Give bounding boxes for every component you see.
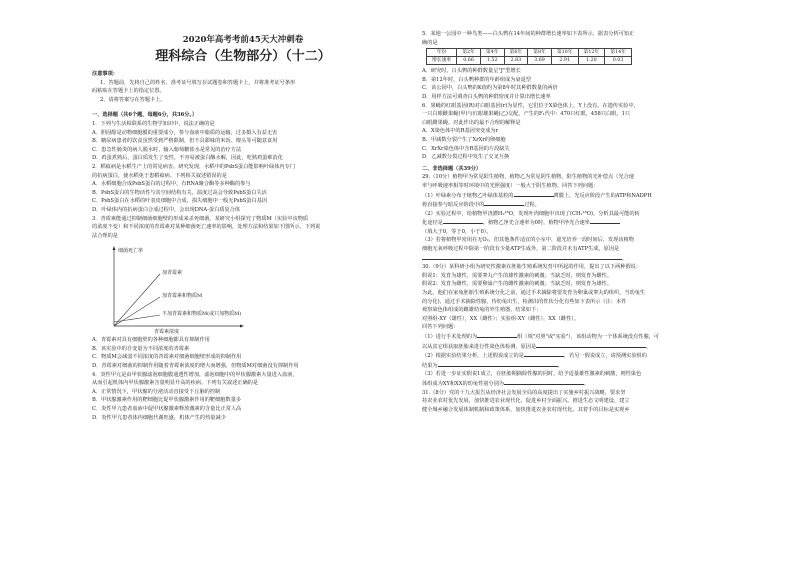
q29-line: （填大于0，等于0，小于0）。 [422,228,492,235]
q30-line: 30.（9分）某科研小组为研究性激素在胚胎生殖系统发育中所起的作用，提出了以下两种假说： [422,264,642,271]
exam-subtitle: 理科综合（生物部分）（十二） [155,49,331,64]
option: B．第12年时，白头鹎种群的年龄组成为衰退型 [422,76,531,83]
series-label: 不加青霉素和物质M(或只加物质M) [162,311,242,318]
option: D．叶绿体内的抗病蛋白合成过程中，会出现DNA-蛋白质复合体 [92,206,241,213]
question-stem: 的抗病蛋白，使水稻免于患稻瘟病。下列相关叙述错误的是 [92,172,227,179]
option: D．鸡蛋煮熟后，蛋白质发生了变性，不容易被蛋白酶水解，因此，吃熟鸡蛋难消化 [92,155,283,162]
table-cell: 2.91 [551,57,578,65]
question-stem: 4．炎性甲亢是由甲状腺滤泡细胞膜通透性增加，滤泡细胞中的甲状腺激素大量进入血液， [92,371,298,378]
option: C．物质M会减弱不同浓度的青霉素对细菌细胞壁形成的抑制作用 [92,354,242,361]
q30-line: 的分化)，通过手术摘除性腺，待幼兔出生，检测出的性状分化有些如下表所示（注：本件 [422,298,627,305]
option: B．该实验中的自变量为不同浓度的青霉素 [92,345,190,352]
option: D．乙减数分裂过程中发生了交叉互换 [422,154,510,161]
q30-line: 体组成为XY和XX的幼兔性别分别为 。 [422,380,590,387]
q30-line: 假说2：发育为雌性，需要卵巢产生的雌性激素的刺激；当缺乏时，则发育为雄性。 [422,281,613,288]
question-stem: 法合理的是 [92,232,118,239]
table-cell: 1.52 [480,57,504,65]
q31-line: 健全城乡融合发展体制机制和政策体系，加快推进农业农村现代化。其着手的目标是实现乡 [422,406,630,413]
bacteria-death-chart [92,242,394,334]
q30-line: 回答下列问题： [422,324,459,331]
q29-line: 将直接参与暗反应阶段中的 过程。 [422,202,540,209]
option: B．糖尿病患者的饮食虽然受到严格限制，但不具甜味的米饭、馒头等可随意食用 [92,138,278,145]
table-cell: 3.69 [528,57,552,65]
question-stem: 一只白眼雌果蝇(甲)与红眼雄果蝇(乙)交配，产生的F₁代中：470只红眼，458只白眼，1只 [422,111,631,118]
table-cell: 第2年 [457,49,481,57]
question-stem: 1．下列与生活相联系的生物学知识中，说法正确的是 [92,120,215,127]
question-stem: 确的是 [422,39,438,46]
q30-line: 结果为 。 [422,362,563,369]
option: C．XrXr染色体中含R基因的片段缺失 [422,145,510,152]
question-stem: 2．稻瘟病是水稻生产上的常见病害。研究发现，水稻中的PsbS蛋白能影响叶绿体内专门 [92,163,295,170]
q31-line: 持农业农村优先发展，加快推进农业现代化，促进乡村全面振兴。推进生态文明建设，建立 [422,398,630,405]
q30-line: （1）进行手术处理的为 组（填"对照"或"实验"），该组动物为一个体系统没有性腺，可 [422,334,660,340]
section-heading: 二、非选择题（共39分） [422,165,482,172]
q30-line: 以从其它组获取胚胎来进行性染色体检测，原因是 。 [422,343,652,350]
option: D．用样方法可调查白头鹎的种群密度并计算出增长速率 [422,93,551,100]
q29-line: 细胞无氧呼吸过程中除第一阶段有少量ATP生成外，第二阶段并未有ATP生成，原因是 [422,246,620,253]
q29-line: 率与呼吸速率相等时环境中的光照强度）一般大于阴生植物。回答下列问题： [422,182,599,189]
table-cell: 第4年 [480,49,504,57]
option: C．该公园中，白头鹎的K值约为第8年时其种群数量的两倍 [422,85,558,92]
x-axis-label: 青霉素浓度 [154,329,180,335]
table-cell: 0.03 [605,57,632,65]
option: A．正常情况下，甲状腺的分泌活动直接受下丘脑的控制 [92,388,221,395]
left-column [92,0,394,422]
option: A．水稻细胞合成PsbS蛋白的过程中，有RNA聚合酶等多种酶的参与 [92,181,251,188]
option: C．患急性肠炎的病人脱水时，输入葡萄糖盐水是常见的治疗方法 [92,146,242,153]
question-stem: 5．某地一公园中一种鸟类——白头鹎在14年间的种群增长速率如下表所示，据表分析可知正 [422,31,635,37]
q29-line: （2）实验过程中，给植物甲浇灌H₂¹⁸O，发现叶肉细胞中出现了(CH₂¹⁸O)。分析其最可能的转 [422,210,640,217]
option: A．青霉素对具有细胞壁的各种细胞都具有抑制作用 [92,337,210,344]
option: D．青霉素对细菌的抑制作用随着青霉素浓度的增大而增强，但物质M对细菌没有抑制作用 [92,363,299,370]
question-stem: 3．青霉素能通过抑制细菌细胞壁的形成来杀死细菌。某研究小组探究了物质M（实验中该物质 [92,215,309,222]
q29-line: 。 [422,254,748,264]
option: B．PsbS蛋白的生物活性与其空间结构有关，温度过高会导致PsbS蛋白失活 [92,189,267,196]
question-stem: 6．果蝇的红眼基因(R)对白眼基因(r)为显性，它们位于X染色体上，Y上没有。在遗传实验中， [422,102,639,109]
q29-line: 29.（10分）植物甲为常见阳生植物，植物乙为常见阴生植物。阳生植物的光补偿点（光合速 [422,174,634,181]
right-column [422,30,748,414]
notes-item: 码粘贴在答题卡上的指定位置。 [92,88,165,95]
q30-line: （3）若进一步证实假说1成立，在胚胎期摘除性腺的同时，给予适量雄性激素的刺激，则性染色 [422,371,642,378]
table-cell: 第6年 [504,49,528,57]
table-cell: 第12年 [578,49,605,57]
table-cell: 年份 [427,49,457,57]
q30-line: 观察染色体组成的雌雄幼兔的外生殖器，结果如下： [422,307,542,314]
y-axis-arrow [113,246,116,250]
notes-item: 1、答题前，先将自己的姓名、准考证号填写在试题卷和答题卡上，并将准考证号条形 [100,79,296,86]
table-cell: 第8年 [528,49,552,57]
section-heading: 一、选择题（共6个题，每题6分，共36分。） [92,112,198,119]
series-line-penicillin-m [114,297,160,326]
option: B．甲状腺激素作用的靶细胞比促甲状腺激素作用的靶细胞数量多 [92,397,242,404]
option: B．甲减数分裂产生了XrXr的卵细胞 [422,136,506,143]
q30-line: 为此，他们在家兔胚胎生殖系统分化之前，通过手术摘除将要发育为卵巢或睾丸的组织，当幼兔生 [422,290,646,297]
option: C．PsbS蛋白在水稻的叶表皮细胞中合成，损失细胞中一般无PsbS蛋白基因 [92,198,267,205]
table-cell: 2.83 [504,57,528,65]
q30-line: 对照组-XY（雄性），XX（雌性）；实验组-XY（雌性），XX（雌性）。 [422,315,579,322]
q29-line: （1）叶绿素分布于植物乙叶绿体基粒的 薄膜上，光反应阶段产生的ATP和NADPH [422,192,652,199]
series-label: 加青霉素和物质M [162,293,203,300]
table-cell: 0.66 [457,57,481,65]
option: A．X染色体中的R基因突变成为r [422,128,499,135]
table-cell: 增长速率 [427,57,457,65]
q30-line: （2）根据实验结果分析，上述假说成立的是 ，若另一假说成立，请预测实验组的 [422,353,647,360]
option: C．炎性甲亢患者血液中促甲状腺激素释放激素的含量比正常人高 [92,406,242,413]
exam-title: 2020年高考考前45天大冲刺卷 [182,35,304,45]
option: D．炎性甲亢患者体内细胞代谢旺盛，机体产生的热量减少 [92,414,226,421]
notes-label: 注意事项： [92,71,118,77]
question-stem: 的浓度不变）和不同浓度的青霉素对某种细菌死亡速率的影响，处理方法和结果如下图所示。下列说 [92,224,321,231]
table-cell: 第10年 [551,49,578,57]
series-label: 加青霉素 [162,270,183,277]
table-row [427,57,632,65]
notes-item: 2、请将答案写在答题卡上。 [100,96,166,103]
question-stem: 白眼雌果蝇。对此作出的最不合理的解释是 [422,119,521,126]
growth-rate-table [426,48,632,65]
y-axis-label: 细菌死亡率 [118,248,144,255]
question-stem: 从而引起机体内甲状腺激素含量明显升高的疾病。下列有关叙述正确的是 [92,380,259,387]
table-cell: 第14年 [605,49,632,57]
q29-line: 化途径是 。植物乙净光合速率为0时，植物甲净光合速率 [422,218,748,228]
q29-line: （3）若将植物甲密闭在无O₂，但其他条件适宜的小室中，遮光培养一段时间后，发现该植物 [422,237,634,244]
q30-line: 假说1：发育为雄性，需要睾丸产生的雄性激素的刺激；当缺乏时，则发育为雌性。 [422,272,613,279]
table-cell: 1.20 [578,57,605,65]
table-row [427,49,632,57]
option: A．研究时，白头鹎的种群数量呈"J"型增长 [422,68,521,75]
x-axis-arrow [240,325,244,328]
q31-line: 31.（8分）党的十九大报告从经济社会发展全局的高度提出了实施乡村振兴战略，要求坚 [422,389,626,396]
option: A．胆固醇是动物细胞膜的重要成分，参与血液中脂质的运输，过多摄入有益无害 [92,129,278,136]
